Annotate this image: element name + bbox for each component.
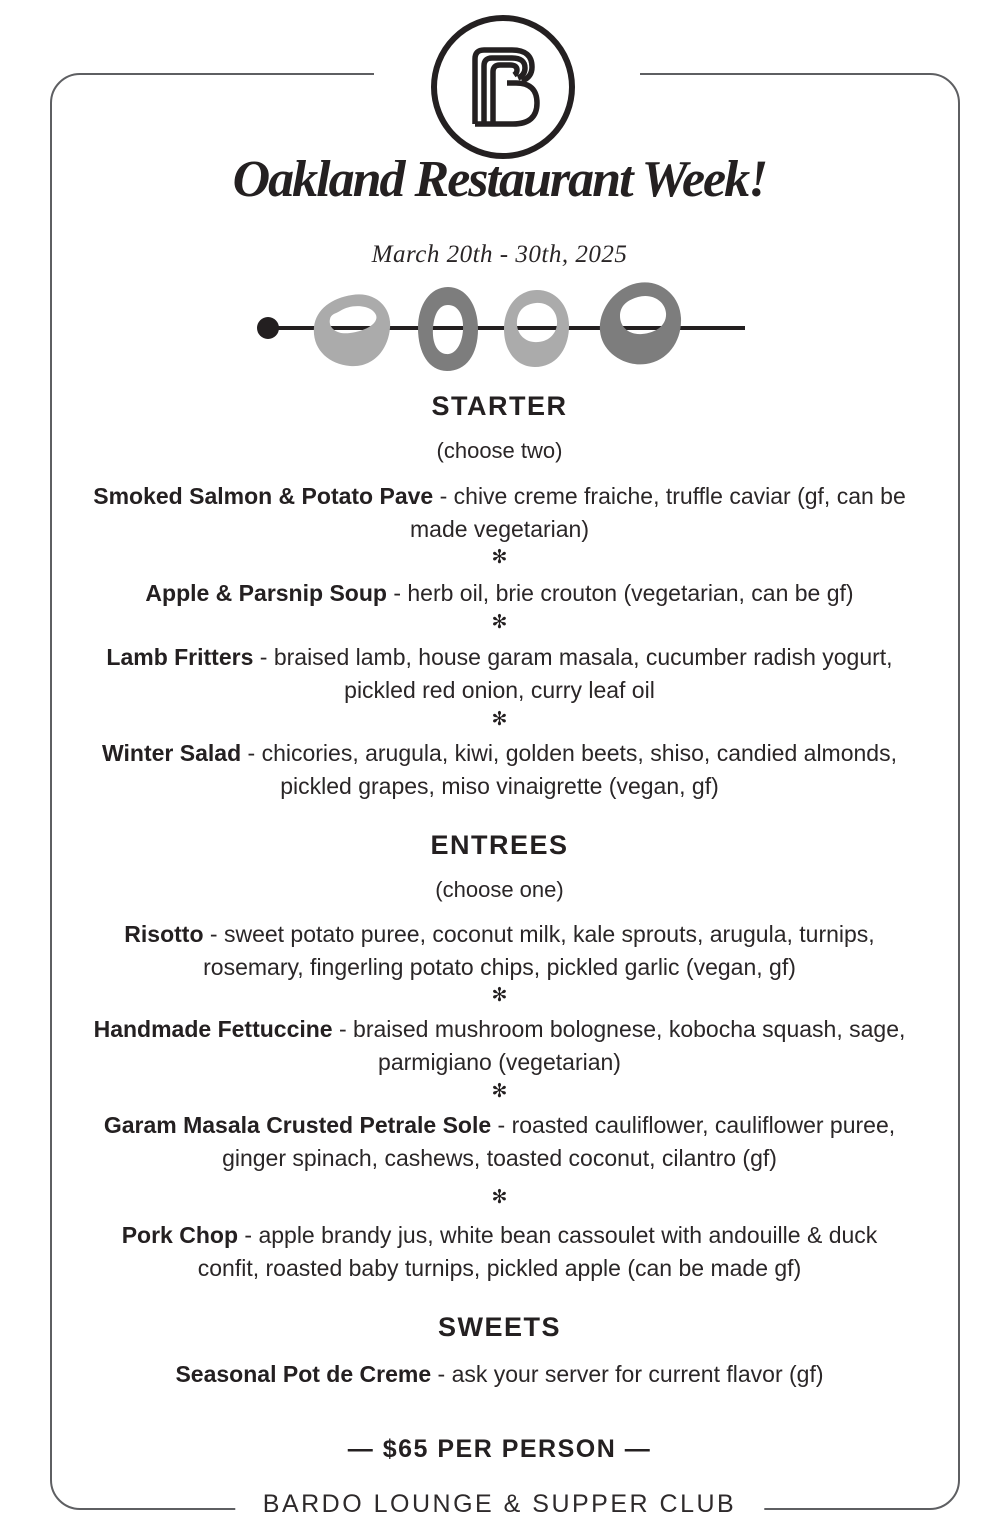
section-heading-sweets: SWEETS bbox=[437, 1312, 561, 1342]
dish-name: Seasonal Pot de Creme bbox=[175, 1361, 432, 1387]
flower-divider-icon: ✻ bbox=[491, 611, 508, 633]
dish-name: Garam Masala Crusted Petrale Sole bbox=[103, 1112, 492, 1138]
flower-divider-icon: ✻ bbox=[491, 1080, 508, 1102]
dish-name: Winter Salad bbox=[102, 740, 242, 766]
section-heading-starter: STARTER bbox=[431, 391, 568, 421]
menu-border bbox=[50, 73, 960, 1510]
dish-desc: - braised mushroom bolognese, kobocha squash, sage, parmigiano (vegetarian) bbox=[332, 1016, 906, 1075]
dish-desc: - braised lamb, house garam masala, cucumber radish yogurt, pickled red onion, curry leaf oil bbox=[253, 644, 893, 703]
section-subtitle: (choose one) bbox=[435, 877, 564, 902]
event-title: Oakland Restaurant Week! bbox=[232, 151, 767, 208]
dish-desc: - herb oil, brie crouton (vegetarian, can be gf) bbox=[386, 580, 854, 606]
flower-divider-icon: ✻ bbox=[491, 708, 508, 730]
dish-name: Handmade Fettuccine bbox=[93, 1016, 333, 1042]
dish-name: Risotto bbox=[124, 921, 204, 947]
dish-desc: - apple brandy jus, white bean cassoulet with andouille & duck confit, roasted baby turnips, pickled apple (can be made gf) bbox=[197, 1222, 878, 1281]
price-per-person: — $65 PER PERSON — bbox=[347, 1435, 652, 1463]
dish-desc: - chicories, arugula, kiwi, golden beets, shiso, candied almonds, pickled grapes, miso vinaigrette (vegan, gf) bbox=[241, 740, 897, 799]
flower-divider-icon: ✻ bbox=[491, 1186, 508, 1208]
flower-divider-icon: ✻ bbox=[491, 546, 508, 568]
section-subtitle: (choose two) bbox=[436, 438, 563, 463]
section-heading-entrees: ENTREES bbox=[430, 830, 569, 860]
restaurant-name: BARDO LOUNGE & SUPPER CLUB bbox=[235, 1490, 764, 1519]
dish-name: Pork Chop bbox=[121, 1222, 238, 1248]
dish-desc: - ask your server for current flavor (gf) bbox=[431, 1361, 824, 1387]
dish-name: Apple & Parsnip Soup bbox=[145, 580, 387, 606]
flower-divider-icon: ✻ bbox=[491, 984, 508, 1006]
dish-name: Smoked Salmon & Potato Pave bbox=[93, 483, 434, 509]
dish-desc: - sweet potato puree, coconut milk, kale sprouts, arugula, turnips, rosemary, fingerling potato chips, pickled garlic (vegan, gf) bbox=[203, 921, 875, 980]
dish-name: Lamb Fritters bbox=[106, 644, 254, 670]
dish-desc: - roasted cauliflower, cauliflower puree, ginger spinach, cashews, toasted coconut, cilantro (gf) bbox=[222, 1112, 896, 1171]
event-dates: March 20th - 30th, 2025 bbox=[371, 241, 628, 268]
dish-desc: - chive creme fraiche, truffle caviar (gf, can be made vegetarian) bbox=[410, 483, 906, 542]
bardo-b-logo-icon bbox=[428, 12, 578, 162]
